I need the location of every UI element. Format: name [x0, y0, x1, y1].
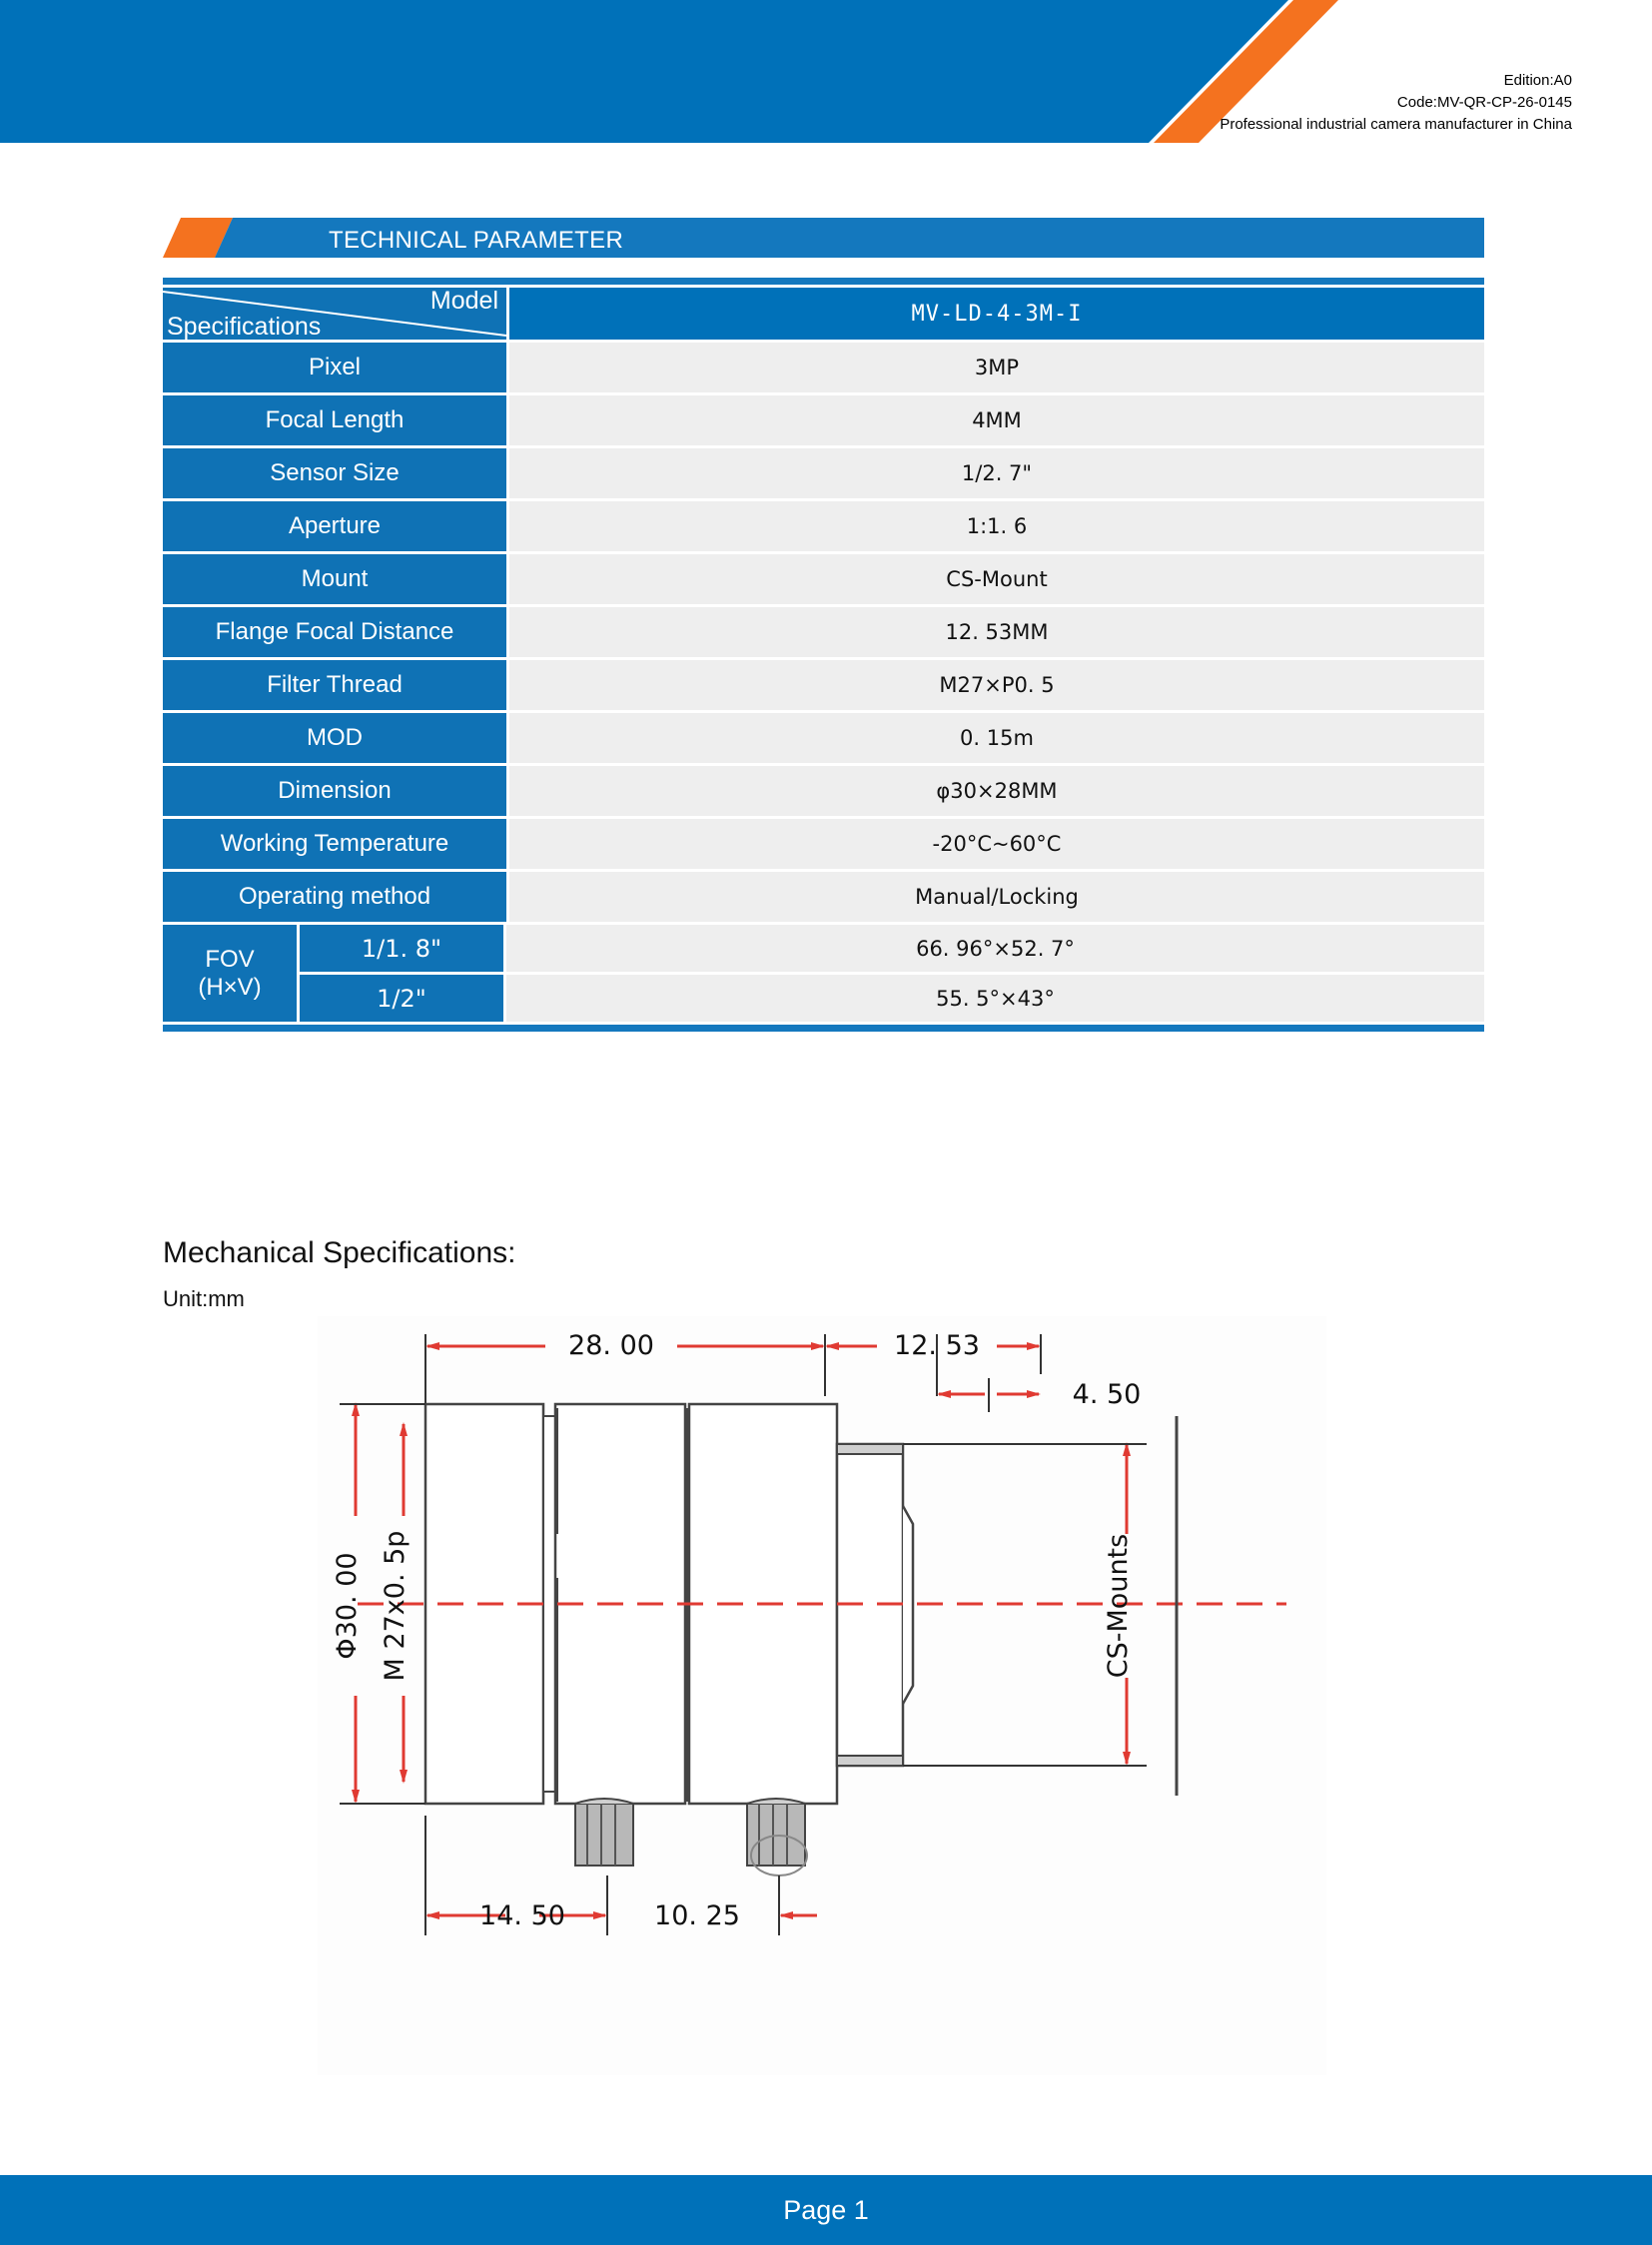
- table-row: [163, 766, 1484, 816]
- dim-label-28-00: 28. 00: [568, 1330, 654, 1361]
- table-top-rule: [163, 278, 1484, 285]
- dim-4-50: [937, 1378, 1141, 1412]
- header-code: Code:MV-QR-CP-26-0145: [1396, 93, 1572, 111]
- table-header-row: [163, 288, 1484, 340]
- row-value: Manual/Locking: [509, 872, 1484, 922]
- fov-subrow: [300, 925, 1484, 972]
- row-label: Focal Length: [163, 395, 506, 445]
- table-row: [163, 448, 1484, 498]
- row-value: 12. 53MM: [509, 607, 1484, 657]
- header-tagline: Professional industrial camera manufacturer in China: [1220, 115, 1572, 133]
- row-label: Working Temperature: [163, 819, 506, 869]
- fov-value: 66. 96°×52. 7°: [506, 925, 1484, 972]
- table-model-value: MV-LD-4-3M-I: [509, 288, 1484, 340]
- row-label: Dimension: [163, 766, 506, 816]
- dim-cs-mounts: [903, 1416, 1177, 1796]
- table-row: [163, 660, 1484, 710]
- row-value: -20°C~60°C: [509, 819, 1484, 869]
- lens-flange-top-rim: [837, 1444, 903, 1454]
- dim-label-10-25: 10. 25: [654, 1900, 740, 1931]
- table-row: [163, 819, 1484, 869]
- dim-label-4-50: 4. 50: [1072, 1379, 1142, 1410]
- dim-12-53: [825, 1330, 1041, 1374]
- fov-format-label: 1/2": [300, 975, 503, 1022]
- row-value: CS-Mount: [509, 554, 1484, 604]
- table-bottom-rule: [163, 1025, 1484, 1032]
- table-row: [163, 501, 1484, 551]
- row-label: Filter Thread: [163, 660, 506, 710]
- header-edition: Edition:A0: [1503, 72, 1572, 89]
- fov-label-line2: (H×V): [198, 973, 262, 1001]
- fov-subrows: [300, 925, 1484, 1022]
- dim-28-00: [425, 1330, 825, 1361]
- row-label: MOD: [163, 713, 506, 763]
- row-label: Mount: [163, 554, 506, 604]
- lens-mount-thread-profile: [903, 1506, 913, 1704]
- technical-parameter-banner: [163, 218, 1484, 258]
- dim-label-12-53: 12. 53: [894, 1330, 980, 1361]
- row-value: 1/2. 7": [509, 448, 1484, 498]
- dim-14-50: [425, 1900, 607, 1931]
- set-screw-right: [747, 1799, 807, 1875]
- table-row: [163, 607, 1484, 657]
- row-value: M27×P0. 5: [509, 660, 1484, 710]
- lens-technical-drawing-svg: [318, 1316, 1326, 2075]
- corner-model-label: Model: [429, 288, 498, 315]
- set-screw-left: [575, 1799, 633, 1866]
- fov-format-label: 1/1. 8": [300, 925, 503, 972]
- mechanical-drawing: [318, 1316, 1326, 2075]
- row-value: φ30×28MM: [509, 766, 1484, 816]
- page-header: [0, 0, 1652, 143]
- fov-label-line1: FOV: [205, 945, 255, 973]
- page-number: Page 1: [783, 2194, 869, 2225]
- dim-10-25: [654, 1900, 817, 1931]
- row-value: 1:1. 6: [509, 501, 1484, 551]
- row-label: Operating method: [163, 872, 506, 922]
- page-footer: [0, 2175, 1652, 2245]
- table-row: [163, 554, 1484, 604]
- table-row: [163, 713, 1484, 763]
- fov-row-group: [163, 925, 1484, 1022]
- dim-thread-m27: [380, 1422, 411, 1784]
- lens-flange-bottom-rim: [837, 1756, 903, 1766]
- mechanical-specifications-title: Mechanical Specifications:: [163, 1236, 516, 1269]
- fov-value: 55. 5°×43°: [506, 975, 1484, 1022]
- table-row: [163, 395, 1484, 445]
- table-corner-cell: [163, 288, 506, 340]
- fov-label: [163, 925, 297, 1022]
- corner-specifications-label: Specifications: [167, 313, 322, 340]
- fov-subrow: [300, 975, 1484, 1022]
- header-meta-block: [1220, 70, 1572, 135]
- row-label: Sensor Size: [163, 448, 506, 498]
- mechanical-unit-label: Unit:mm: [163, 1286, 245, 1311]
- table-row: [163, 343, 1484, 392]
- specification-table: [163, 278, 1484, 1032]
- row-value: 0. 15m: [509, 713, 1484, 763]
- row-label: Pixel: [163, 343, 506, 392]
- row-label: Aperture: [163, 501, 506, 551]
- row-value: 4MM: [509, 395, 1484, 445]
- dim-label-diameter-30: Φ30. 00: [332, 1552, 363, 1660]
- dim-label-cs-mounts: CS-Mounts: [1103, 1533, 1134, 1679]
- dim-label-14-50: 14. 50: [479, 1900, 565, 1931]
- lens-step-1: [543, 1416, 555, 1792]
- dim-label-thread-m27: M 27x0. 5p: [380, 1530, 411, 1682]
- banner-title: TECHNICAL PARAMETER: [329, 227, 624, 254]
- row-value: 3MP: [509, 343, 1484, 392]
- table-row: [163, 872, 1484, 922]
- row-label: Flange Focal Distance: [163, 607, 506, 657]
